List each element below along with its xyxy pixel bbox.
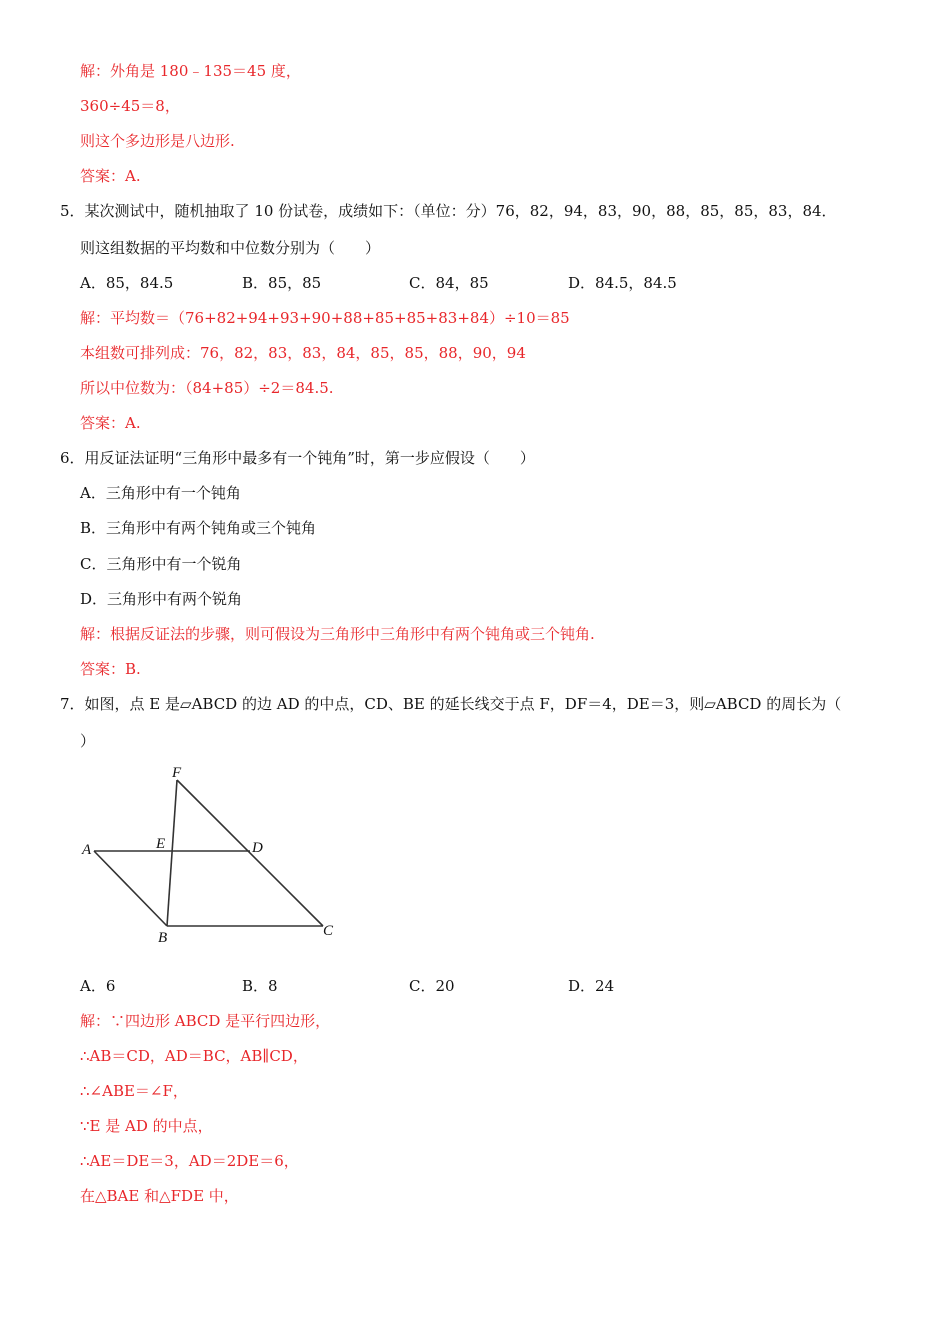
segment-bf bbox=[167, 780, 177, 926]
segment-ab bbox=[94, 851, 167, 926]
q5-answer: 答案：A. bbox=[80, 414, 141, 432]
q6-solution: 解：根据反证法的步骤，则可假设为三角形中三角形中有两个钝角或三个钝角. bbox=[80, 625, 595, 643]
point-label-e: E bbox=[156, 836, 166, 852]
q6-answer: 答案：B. bbox=[80, 660, 141, 678]
point-label-f: F bbox=[172, 765, 182, 781]
point-label-d: D bbox=[252, 840, 263, 856]
q5-solution-line-1: 解：平均数＝（76+82+94+93+90+88+85+85+83+84）÷10＝85 bbox=[80, 309, 570, 327]
q5-option-c: C．84，85 bbox=[409, 274, 489, 292]
q6-option-c: C．三角形中有一个锐角 bbox=[80, 555, 242, 573]
q7-solution-line-3: ∴∠ABE＝∠F， bbox=[80, 1082, 188, 1100]
parallelogram-figure bbox=[78, 760, 348, 950]
q5-option-d: D．84.5，84.5 bbox=[568, 274, 677, 292]
q5-option-a: A．85，84.5 bbox=[80, 274, 174, 292]
segment-cf bbox=[177, 780, 323, 926]
q5-option-b: B．85，85 bbox=[242, 274, 322, 292]
q4-answer: 答案：A. bbox=[80, 167, 141, 185]
q5-stem-line-2: 则这组数据的平均数和中位数分别为（ ） bbox=[80, 239, 381, 257]
q5-solution-line-2: 本组数可排列成：76，82，83，83，84，85，85，88，90，94 bbox=[80, 344, 526, 362]
q4-solution-line-3: 则这个多边形是八边形. bbox=[80, 132, 235, 150]
q5-stem-line-1: 5．某次测试中，随机抽取了 10 份试卷，成绩如下：（单位：分）76，82，94，83，90，88，85，85，83，84． bbox=[60, 202, 837, 220]
q7-solution-line-5: ∴AE＝DE＝3，AD＝2DE＝6， bbox=[80, 1152, 299, 1170]
q7-solution-line-4: ∵E 是 AD 的中点， bbox=[80, 1117, 213, 1135]
q4-solution-line-1: 解：外角是 180﹣135＝45 度， bbox=[80, 62, 301, 80]
point-label-a: A bbox=[82, 842, 92, 858]
q7-stem-line-1: 7．如图，点 E 是▱ABCD 的边 AD 的中点，CD、BE 的延长线交于点 F，DF＝4，DE＝3，则▱ABCD 的周长为（ bbox=[60, 695, 842, 713]
point-label-c: C bbox=[323, 923, 334, 939]
q7-option-b: B．8 bbox=[242, 977, 278, 995]
point-label-b: B bbox=[158, 930, 168, 946]
q4-solution-line-2: 360÷45＝8， bbox=[80, 97, 180, 115]
q7-solution-line-6: 在△BAE 和△FDE 中， bbox=[80, 1187, 239, 1205]
q7-solution-line-2: ∴AB＝CD，AD＝BC，AB∥CD， bbox=[80, 1047, 308, 1065]
q7-stem-line-2: ） bbox=[80, 732, 96, 750]
q5-solution-line-3: 所以中位数为：（84+85）÷2＝84.5. bbox=[80, 379, 334, 397]
q7-solution-line-1: 解：∵四边形 ABCD 是平行四边形， bbox=[80, 1012, 331, 1030]
q6-option-d: D．三角形中有两个锐角 bbox=[80, 590, 243, 608]
q6-stem: 6．用反证法证明“三角形中最多有一个钝角”时，第一步应假设（ ） bbox=[60, 449, 535, 467]
q7-option-c: C．20 bbox=[409, 977, 455, 995]
q7-option-a: A．6 bbox=[80, 977, 116, 995]
q6-option-b: B．三角形中有两个钝角或三个钝角 bbox=[80, 519, 317, 537]
q6-option-a: A．三角形中有一个钝角 bbox=[80, 484, 241, 502]
q7-option-d: D．24 bbox=[568, 977, 615, 995]
